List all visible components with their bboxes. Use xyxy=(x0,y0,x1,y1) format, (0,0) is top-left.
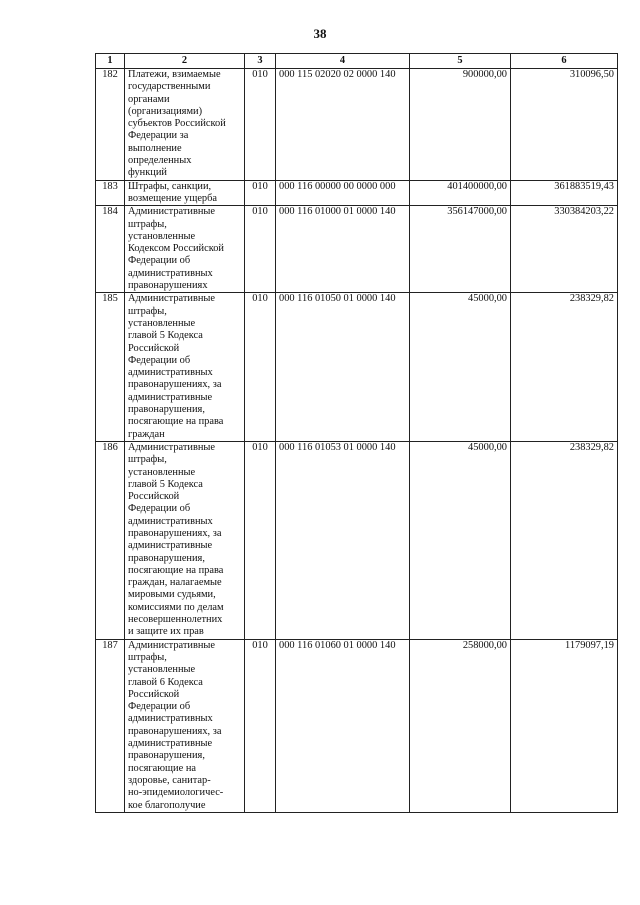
income-name-line: правонарушениях xyxy=(128,280,208,292)
income-name-line: правонарушения, xyxy=(128,404,205,416)
income-name-line: (организациями) xyxy=(128,105,203,117)
income-name-line: Платежи, взимаемые xyxy=(128,69,221,80)
income-name-line: установленные xyxy=(128,466,196,478)
income-name-line: Административные xyxy=(128,293,216,305)
income-name-cell xyxy=(125,206,245,293)
header-cell-3: 3 xyxy=(245,54,276,69)
admin-code-cell: 010 xyxy=(245,441,276,639)
income-name-line: Российской xyxy=(128,342,180,354)
planned-amount-cell: 401400000,00 xyxy=(410,180,511,206)
income-name-line: граждан, налагаемые xyxy=(128,577,222,589)
income-name-line: правонарушениях, за xyxy=(128,379,222,391)
income-name-line: Российской xyxy=(128,491,180,503)
admin-code-cell: 010 xyxy=(245,293,276,442)
header-cell-2: 2 xyxy=(125,54,245,69)
row-number-cell: 186 xyxy=(96,441,125,639)
income-name-cell xyxy=(125,639,245,812)
admin-code-cell: 010 xyxy=(245,69,276,181)
income-name-line: административных xyxy=(128,267,213,279)
planned-amount-cell: 356147000,00 xyxy=(410,206,511,293)
income-name-line: Административные xyxy=(128,639,216,651)
income-name-line: посягающие на права xyxy=(128,564,224,576)
actual-amount-cell: 238329,82 xyxy=(511,293,618,442)
table-row xyxy=(96,639,618,812)
income-name-line: административные xyxy=(128,738,213,750)
income-name-line: административные xyxy=(128,540,213,552)
income-name-line: административные xyxy=(128,391,213,403)
admin-code-cell: 010 xyxy=(245,639,276,812)
income-name-line: административных xyxy=(128,515,213,527)
income-name-line: правонарушениях, за xyxy=(128,527,222,539)
table-row xyxy=(96,206,618,293)
income-name-line: штрафы, xyxy=(128,305,167,317)
table-row xyxy=(96,293,618,442)
income-name-cell xyxy=(125,293,245,442)
income-name-line: установленные xyxy=(128,664,196,676)
header-cell-1: 1 xyxy=(96,54,125,69)
income-name-line: граждан xyxy=(128,428,165,440)
header-cell-6: 6 xyxy=(511,54,618,69)
income-name-line: кое благополучие xyxy=(128,799,206,811)
income-name-line: установленные xyxy=(128,230,196,242)
income-name-line: правонарушения, xyxy=(128,552,205,564)
income-name-line: мировыми судьями, xyxy=(128,589,216,601)
income-name-line: главой 5 Кодекса xyxy=(128,330,203,342)
income-name-line: Федерации об xyxy=(128,255,191,267)
income-name-line: штрафы, xyxy=(128,218,167,230)
income-name-line: штрафы, xyxy=(128,454,167,466)
page-number: 38 xyxy=(313,26,327,41)
table-body xyxy=(96,54,618,813)
budget-code-cell: 000 116 01053 01 0000 140 xyxy=(276,441,410,639)
income-name-line: государственными xyxy=(128,81,211,93)
row-number-cell: 185 xyxy=(96,293,125,442)
income-name-line: правонарушения, xyxy=(128,750,205,762)
table-row xyxy=(96,69,618,181)
income-name-line: Российской xyxy=(128,688,180,700)
budget-code-cell: 000 116 00000 00 0000 000 xyxy=(276,180,410,206)
planned-amount-cell: 258000,00 xyxy=(410,639,511,812)
header-row xyxy=(96,54,618,69)
income-name-cell xyxy=(125,69,245,181)
income-name-line: посягающие на права xyxy=(128,416,224,428)
table-row xyxy=(96,441,618,639)
income-name-line: административных xyxy=(128,367,213,379)
income-name-line: Кодексом Российской xyxy=(128,243,224,255)
budget-code-cell: 000 116 01000 01 0000 140 xyxy=(276,206,410,293)
income-name-line: несовершеннолетних xyxy=(128,614,223,626)
income-name-line: Федерации об xyxy=(128,503,191,515)
table-row xyxy=(96,180,618,206)
budget-code-cell: 000 116 01060 01 0000 140 xyxy=(276,639,410,812)
row-number-cell: 184 xyxy=(96,206,125,293)
actual-amount-cell: 238329,82 xyxy=(511,441,618,639)
row-number-cell: 182 xyxy=(96,69,125,181)
income-name-line: Федерации об xyxy=(128,354,191,366)
income-name-line: административных xyxy=(128,713,213,725)
income-name-line: Административные xyxy=(128,206,216,218)
row-number-cell: 183 xyxy=(96,180,125,206)
income-name-line: здоровье, санитар- xyxy=(128,774,211,786)
actual-amount-cell: 330384203,22 xyxy=(511,206,618,293)
header-cell-4: 4 xyxy=(276,54,410,69)
income-name-line: Административные xyxy=(128,441,216,453)
income-name-line: установленные xyxy=(128,317,196,329)
income-name-line: субъектов Российской xyxy=(128,118,226,130)
actual-amount-cell: 361883519,43 xyxy=(511,180,618,206)
income-name-cell xyxy=(125,180,245,206)
admin-code-cell: 010 xyxy=(245,206,276,293)
income-name-line: возмещение ущерба xyxy=(128,192,218,204)
planned-amount-cell: 45000,00 xyxy=(410,441,511,639)
actual-amount-cell: 1179097,19 xyxy=(511,639,618,812)
income-name-line: но-эпидемиологичес- xyxy=(128,787,224,799)
header-cell-5: 5 xyxy=(410,54,511,69)
income-name-line: комиссиями по делам xyxy=(128,601,224,613)
income-name-line: функций xyxy=(128,167,167,179)
income-name-line: посягающие на xyxy=(128,762,196,774)
budget-code-cell: 000 116 01050 01 0000 140 xyxy=(276,293,410,442)
row-number-cell: 187 xyxy=(96,639,125,812)
income-name-line: Штрафы, санкции, xyxy=(128,180,212,192)
income-name-cell xyxy=(125,441,245,639)
income-name-line: главой 5 Кодекса xyxy=(128,478,203,490)
income-name-line: главой 6 Кодекса xyxy=(128,676,203,688)
planned-amount-cell: 900000,00 xyxy=(410,69,511,181)
actual-amount-cell: 310096,50 xyxy=(511,69,618,181)
income-name-line: выполнение xyxy=(128,142,182,154)
income-name-line: определенных xyxy=(128,155,192,167)
income-name-line: штрафы, xyxy=(128,651,167,663)
planned-amount-cell: 45000,00 xyxy=(410,293,511,442)
admin-code-cell: 010 xyxy=(245,180,276,206)
income-name-line: Федерации об xyxy=(128,701,191,713)
income-name-line: Федерации за xyxy=(128,130,189,142)
income-name-line: и защите их прав xyxy=(128,626,204,638)
income-name-line: правонарушениях, за xyxy=(128,725,222,737)
budget-code-cell: 000 115 02020 02 0000 140 xyxy=(276,69,410,181)
budget-table xyxy=(95,53,618,813)
income-name-line: органами xyxy=(128,93,170,105)
